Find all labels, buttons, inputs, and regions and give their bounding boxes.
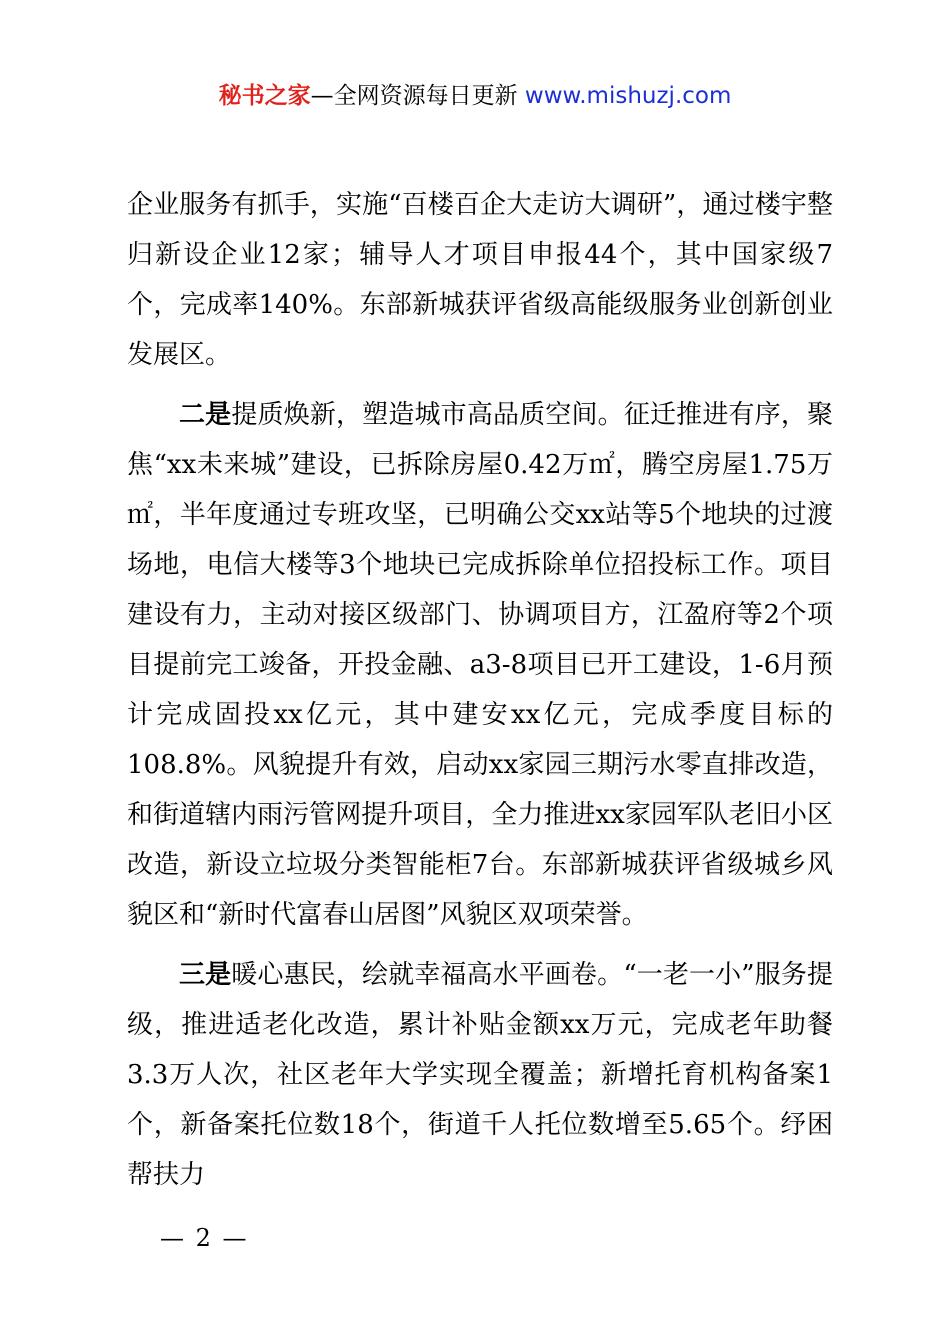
page-number: — 2 —: [160, 1224, 249, 1252]
paragraph-lead: 二是: [179, 400, 232, 430]
document-body: [127, 180, 833, 1200]
site-brand: 秘书之家: [218, 83, 311, 109]
paragraph-lead: 三是: [179, 960, 232, 990]
site-tagline: —全网资源每日更新: [310, 83, 525, 109]
paragraph-text: 暖心惠民，绘就幸福高水平画卷。“一老一小”服务提级，推进适老化改造，累计补贴金额xx万元，完成老年助餐3.3万人次，社区老年大学实现全覆盖；新增托育机构备案1个，新备案托位数18个，街道千人托位数增至5.65个。纾困帮扶力: [127, 960, 833, 1190]
site-url-link[interactable]: www.mishuzj.com: [524, 83, 732, 109]
site-banner: [0, 78, 950, 114]
paragraph-2: [127, 390, 833, 940]
paragraph-3: [127, 950, 833, 1200]
paragraph-text: 企业服务有抓手，实施“百楼百企大走访大调研”，通过楼宇整归新设企业12家；辅导人才项目申报44个，其中国家级7个，完成率140%。东部新城获评省级高能级服务业创新创业发展区。: [127, 190, 833, 370]
paragraph-text: 提质焕新，塑造城市高品质空间。征迁推进有序，聚焦“xx未来城”建设，已拆除房屋0.42万㎡，腾空房屋1.75万㎡，半年度通过专班攻坚，已明确公交xx站等5个地块的过渡场地，电信大楼等3个地块已完成拆除单位招投标工作。项目建设有力，主动对接区级部门、协调项目方，江盈府等2个项目提前完工竣备，开投金融、a3-8项目已开工建设，1-6月预计完成固投xx亿元，其中建安xx亿元，完成季度目标的108.8%。风貌提升有效，启动xx家园三期污水零直排改造，和街道辖内雨污管网提升项目，全力推进xx家园军队老旧小区改造，新设立垃圾分类智能柜7台。东部新城获评省级城乡风貌区和“新时代富春山居图”风貌区双项荣誉。: [127, 400, 833, 930]
paragraph-1: [127, 180, 833, 380]
